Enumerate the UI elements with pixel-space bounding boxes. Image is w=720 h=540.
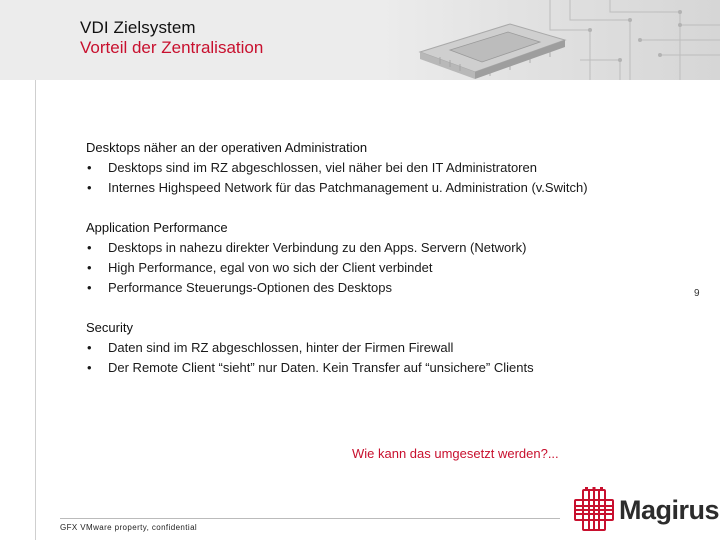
bullet-dot-icon: • <box>87 360 92 375</box>
bullet-item <box>86 258 686 278</box>
bullet-list <box>86 338 686 378</box>
slide-title: VDI Zielsystem <box>80 18 196 37</box>
bullet-item <box>86 338 686 358</box>
section-application-performance <box>86 218 686 298</box>
bullet-text: Internes Highspeed Network für das Patchmanagement u. Administration (v.Switch) <box>108 180 588 195</box>
bullet-text: Desktops in nahezu direkter Verbindung zu den Apps. Servern (Network) <box>108 240 527 255</box>
header-circuit-image <box>380 0 720 80</box>
bullet-dot-icon: • <box>87 160 92 175</box>
section-heading: Security <box>86 320 133 335</box>
magirus-logo <box>572 486 720 534</box>
bullet-item <box>86 358 686 378</box>
bullet-text: High Performance, egal von wo sich der Client verbindet <box>108 260 433 275</box>
left-divider-line <box>35 80 36 540</box>
bullet-list <box>86 158 686 198</box>
slide-content <box>86 138 686 398</box>
bullet-text: Der Remote Client “sieht” nur Daten. Kein Transfer auf “unsichere” Clients <box>108 360 534 375</box>
bullet-dot-icon: • <box>87 260 92 275</box>
bullet-text: Performance Steuerungs-Optionen des Desktops <box>108 280 392 295</box>
section-heading: Application Performance <box>86 220 228 235</box>
bullet-dot-icon: • <box>87 340 92 355</box>
bullet-text: Desktops sind im RZ abgeschlossen, viel näher bei den IT Administratoren <box>108 160 537 175</box>
section-security <box>86 318 686 378</box>
section-heading: Desktops näher an der operativen Administration <box>86 140 368 155</box>
bullet-item <box>86 278 686 298</box>
footer-confidential-note: GFX VMware property, confidential <box>60 523 198 532</box>
bullet-item <box>86 178 686 198</box>
footer-divider-line <box>60 518 560 519</box>
bullet-dot-icon: • <box>87 280 92 295</box>
section-desktop-administration <box>86 138 686 198</box>
bullet-item <box>86 158 686 178</box>
bullet-dot-icon: • <box>87 240 92 255</box>
page-number: 9 <box>694 288 700 299</box>
slide-subtitle: Vorteil der Zentralisation <box>80 38 264 57</box>
bullet-text: Daten sind im RZ abgeschlossen, hinter der Firmen Firewall <box>108 340 454 355</box>
bullet-item <box>86 238 686 258</box>
callout-question: Wie kann das umgesetzt werden?... <box>352 446 559 461</box>
logo-wordmark: Magirus <box>619 495 720 525</box>
magirus-tower-icon <box>572 487 616 533</box>
bullet-list <box>86 238 686 298</box>
bullet-dot-icon: • <box>87 180 92 195</box>
